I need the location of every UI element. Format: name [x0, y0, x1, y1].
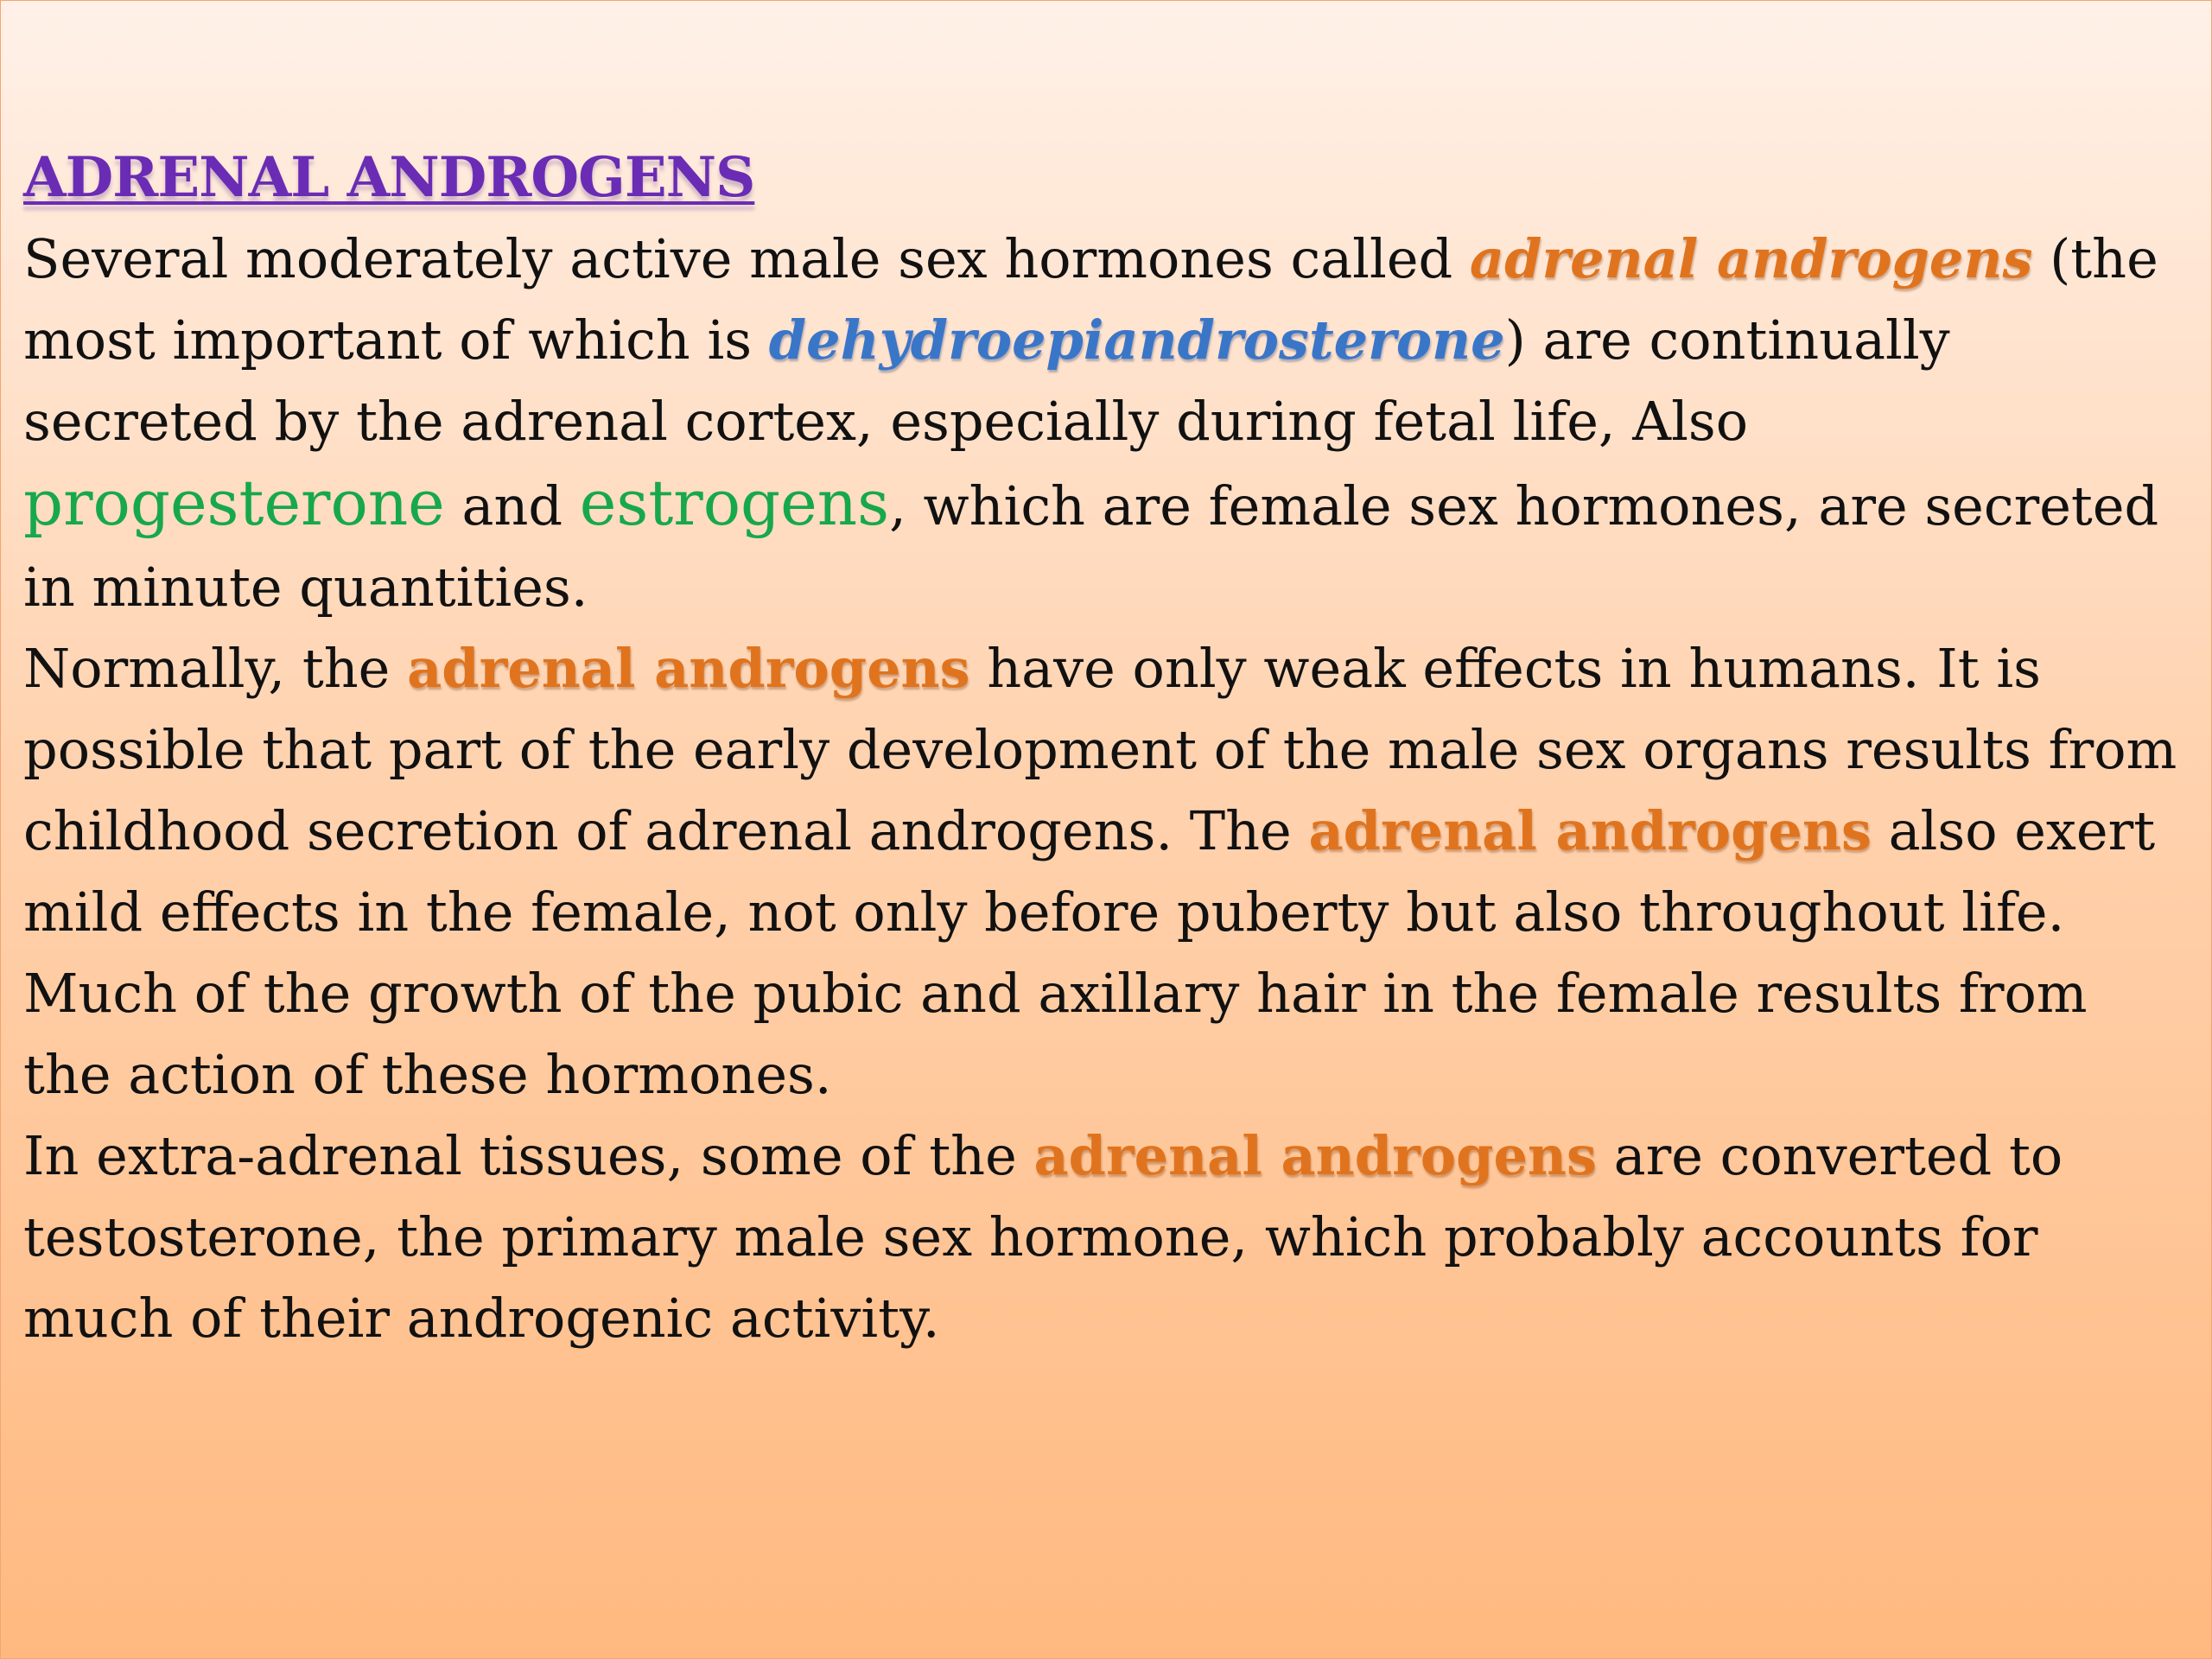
p1-text-5: , which are female sex hormones, are secreted in minute quantities. [23, 474, 2159, 619]
term-dehydroepiandrosterone: dehydroepiandrosterone [768, 308, 1505, 372]
term-progesterone: progesterone [23, 467, 445, 539]
p2-text-3: also exert mild effects in the female, not only before puberty but also throughout life. Much of the growth of the pubic and axillary hair in the female results from the action of these hormones. [23, 799, 2156, 1106]
p1-text-2: (the most important of which is [23, 227, 2158, 372]
slide-content [23, 137, 2183, 1359]
term-adrenal-androgens: adrenal androgens [1033, 1124, 1597, 1187]
p3-text-1: In extra-adrenal tissues, some of the [23, 1124, 1034, 1187]
p2-text-2: have only weak effects in humans. It is possible that part of the early development of the male sex organs results from childhood secretion of adrenal androgens. The [23, 637, 2177, 862]
term-adrenal-androgens: adrenal androgens [1469, 227, 2033, 290]
p1-text-1: Several moderately active male sex hormones called [23, 227, 1470, 290]
term-adrenal-androgens: adrenal androgens [1308, 799, 1872, 862]
p2-text-1: Normally, the [23, 637, 408, 700]
p1-text-3: ) are continually secreted by the adrenal cortex, especially during fetal life, Also [23, 308, 1950, 453]
paragraph-3 [23, 1116, 2183, 1359]
p3-text-2: are converted to testosterone, the primary male sex hormone, which probably accounts for much of their androgenic activity. [23, 1124, 2063, 1350]
p1-text-4: and [444, 474, 580, 537]
slide-heading: ADRENAL ANDROGENS [23, 145, 755, 210]
paragraph-1 [23, 219, 2183, 628]
paragraph-2 [23, 628, 2183, 1116]
term-adrenal-androgens: adrenal androgens [407, 637, 970, 700]
term-estrogens: estrogens [579, 467, 890, 539]
